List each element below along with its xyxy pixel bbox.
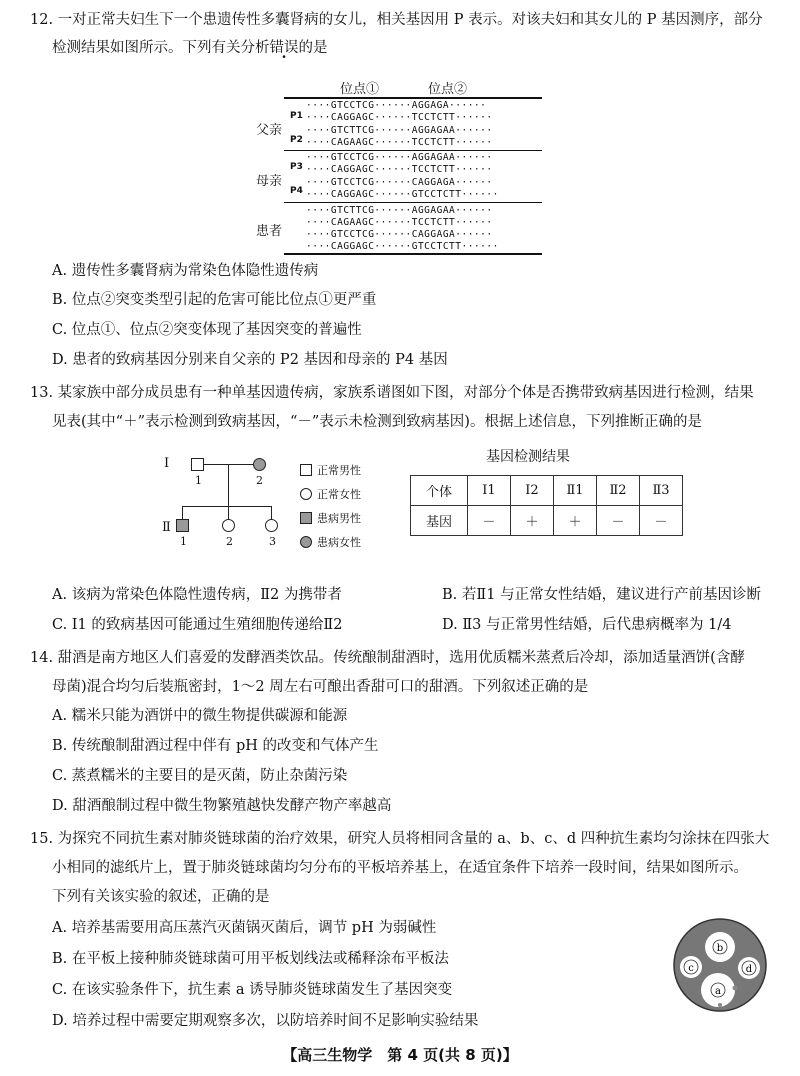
seq-row: ····CAGAAGC······TCCTCTT······ <box>306 137 493 148</box>
header-cell: Ⅰ1 <box>468 476 511 506</box>
table-cell: ＋ <box>511 506 554 536</box>
II2-number: 2 <box>226 535 233 548</box>
pedigree-chart <box>158 452 398 560</box>
group-label-mother: 母亲 <box>256 174 283 189</box>
p1-label: P1 <box>290 111 303 121</box>
q13-stem-line1: 13. 某家族中部分成员患有一种单基因遗传病，家族系谱图如下图，对部分个体是否携带致病基因进行检测，结果 <box>30 385 754 401</box>
page-footer: 【高三生物学 第 4 页(共 8 页)】 <box>282 1046 518 1064</box>
seq-row: ····GTCTTCG······AGGAGAA······ <box>306 205 493 216</box>
table-cell: － <box>597 506 640 536</box>
q13-option-b: B. 若Ⅱ1 与正常女性结婚，建议进行产前基因诊断 <box>442 587 762 603</box>
I2-number: 2 <box>256 474 263 487</box>
seq-row: ····CAGAAGC······TCCTCTT······ <box>306 217 493 228</box>
table-cell: 基因 <box>411 506 468 536</box>
q15-stem-line1: 15. 为探究不同抗生素对肺炎链球菌的治疗效果，研究人员将相同含量的 a、b、c、d 四种抗生素均匀涂抹在四张大 <box>30 831 770 847</box>
p2-label: P2 <box>290 135 303 145</box>
header-cell: 个体 <box>411 476 468 506</box>
q14-option-a: A. 糯米只能为酒饼中的微生物提供碳源和能源 <box>52 708 348 724</box>
header-cell: Ⅱ2 <box>597 476 640 506</box>
male-affected-II1 <box>176 519 189 532</box>
table-rule-2 <box>284 202 542 203</box>
q13-option-a: A. 该病为常染色体隐性遗传病，Ⅱ2 为携带者 <box>52 587 342 603</box>
dish-label-a: a <box>715 986 721 997</box>
dish-label-d: d <box>745 964 753 975</box>
q15-option-c: C. 在该实验条件下，抗生素 a 诱导肺炎链球菌发生了基因突变 <box>52 982 453 998</box>
generation-1-label: Ⅰ <box>164 456 170 471</box>
q14-option-b: B. 传统酿制甜酒过程中伴有 pH 的改变和气体产生 <box>52 738 379 754</box>
seq-row: ····CAGGAGC······GTCCTCTT······ <box>306 189 499 200</box>
q12-option-b: B. 位点②突变类型引起的危害可能比位点①更严重 <box>52 292 377 308</box>
header-cell: Ⅱ3 <box>640 476 683 506</box>
dish-label-c: c <box>688 963 694 974</box>
legend-affected-male-icon <box>300 512 312 524</box>
child-line <box>182 506 183 519</box>
I1-number: 1 <box>195 474 202 487</box>
table-rule-top <box>284 97 542 99</box>
descent-line <box>228 464 229 506</box>
dna-sequence-figure <box>256 78 542 254</box>
seq-row: ····CAGGAGC······TCCTCTT······ <box>306 112 493 123</box>
q12-stem-text: 检测结果如图所示。下列有关分析 <box>52 40 270 56</box>
petri-dish-figure <box>672 917 768 1013</box>
q12-emphasis: 错误 <box>269 40 299 56</box>
q14-stem-line2: 母菌)混合均匀后装瓶密封，1～2 周左右可酿出香甜可口的甜酒。下列叙述正确的是 <box>52 679 589 695</box>
q13-option-c: C. Ⅰ1 的致病基因可能通过生殖细胞传递给Ⅱ2 <box>52 617 343 633</box>
q12-stem-tail: 的是 <box>298 40 328 56</box>
seq-row: ····CAGGAGC······TCCTCTT······ <box>306 164 493 175</box>
p3-label: P3 <box>290 162 303 172</box>
header-cell: Ⅱ1 <box>554 476 597 506</box>
legend-affected-female-icon <box>300 536 312 548</box>
q15-stem-line3: 下列有关该实验的叙述，正确的是 <box>52 889 270 905</box>
table-rule-1 <box>284 150 542 151</box>
legend-affected-male: 患病男性 <box>317 512 361 525</box>
seq-row: ····GTCCTCG······AGGAGA······ <box>306 100 487 111</box>
table-cell: ＋ <box>554 506 597 536</box>
q14-stem-line1: 14. 甜酒是南方地区人们喜爱的发酵酒类饮品。传统酿制甜酒时，选用优质糯米蒸煮后冷却，添加适量酒饼(含酵 <box>30 650 745 666</box>
legend-affected-female: 患病女性 <box>317 536 361 549</box>
legend-normal-male: 正常男性 <box>317 464 361 477</box>
bacterial-colony <box>733 986 738 991</box>
child-line <box>271 506 272 519</box>
gene-test-table <box>410 475 683 536</box>
bacterial-colony <box>718 1003 722 1007</box>
gene-table-title: 基因检测结果 <box>486 449 570 465</box>
II3-number: 3 <box>269 535 276 548</box>
q12-stem-line1: 12. 一对正常夫妇生下一个患遗传性多囊肾病的女儿，相关基因用 P 表示。对该夫妇和其女儿的 P 基因测序，部分 <box>30 12 763 28</box>
seq-row: ····GTCCTCG······AGGAGAA······ <box>306 152 493 163</box>
generation-2-label: Ⅱ <box>162 520 171 535</box>
q12-option-a: A. 遗传性多囊肾病为常染色体隐性遗传病 <box>52 263 319 279</box>
q12-option-c: C. 位点①、位点②突变体现了基因突变的普遍性 <box>52 322 362 338</box>
table-rule-bottom <box>284 253 542 255</box>
q14-option-d: D. 甜酒酿制过程中微生物繁殖越快发酵产物产率越高 <box>52 798 392 814</box>
seq-row: ····GTCCTCG······CAGGAGA······ <box>306 229 493 240</box>
seq-row: ····CAGGAGC······GTCCTCTT······ <box>306 241 499 252</box>
female-normal-II2 <box>222 519 235 532</box>
female-affected-I2 <box>253 458 266 471</box>
child-line <box>228 506 229 519</box>
seq-row: ····GTCCTCG······CAGGAGA······ <box>306 177 493 188</box>
table-header-row <box>411 476 683 506</box>
dish-label-b: b <box>716 943 724 954</box>
legend-normal-female: 正常女性 <box>317 488 361 501</box>
q15-option-d: D. 培养过程中需要定期观察多次，以防培养时间不足影响实验结果 <box>52 1013 479 1029</box>
q12-stem-line2 <box>52 38 328 58</box>
table-row <box>411 506 683 536</box>
q15-stem-line2: 小相同的滤纸片上，置于肺炎链球菌均匀分布的平板培养基上，在适宜条件下培养一段时间，结果如图所示。 <box>52 860 748 876</box>
table-cell: － <box>640 506 683 536</box>
sibship-line <box>182 506 272 507</box>
site2-label: 位点② <box>428 82 468 97</box>
p4-label: P4 <box>290 186 303 196</box>
II1-number: 1 <box>180 535 187 548</box>
table-cell: － <box>468 506 511 536</box>
group-label-patient: 患者 <box>256 224 283 239</box>
q15-option-b: B. 在平板上接种肺炎链球菌可用平板划线法或稀释涂布平板法 <box>52 951 449 967</box>
seq-row: ····GTCTTCG······AGGAGAA······ <box>306 125 493 136</box>
q12-option-d: D. 患者的致病基因分别来自父亲的 P2 基因和母亲的 P4 基因 <box>52 352 448 368</box>
female-normal-II3 <box>265 519 278 532</box>
legend-normal-female-icon <box>300 488 312 500</box>
site1-label: 位点① <box>340 82 380 97</box>
header-cell: Ⅰ2 <box>511 476 554 506</box>
q15-option-a: A. 培养基需要用高压蒸汽灭菌锅灭菌后，调节 pH 为弱碱性 <box>52 920 437 936</box>
q13-option-d: D. Ⅱ3 与正常男性结婚，后代患病概率为 1/4 <box>442 617 732 633</box>
male-normal-I1 <box>191 458 204 471</box>
legend-normal-male-icon <box>300 464 312 476</box>
q14-option-c: C. 蒸煮糯米的主要目的是灭菌，防止杂菌污染 <box>52 768 348 784</box>
q13-stem-line2: 见表(其中“＋”表示检测到致病基因，“－”表示未检测到致病基因)。根据上述信息，下列推断正确的是 <box>52 414 702 430</box>
group-label-father: 父亲 <box>256 123 283 138</box>
